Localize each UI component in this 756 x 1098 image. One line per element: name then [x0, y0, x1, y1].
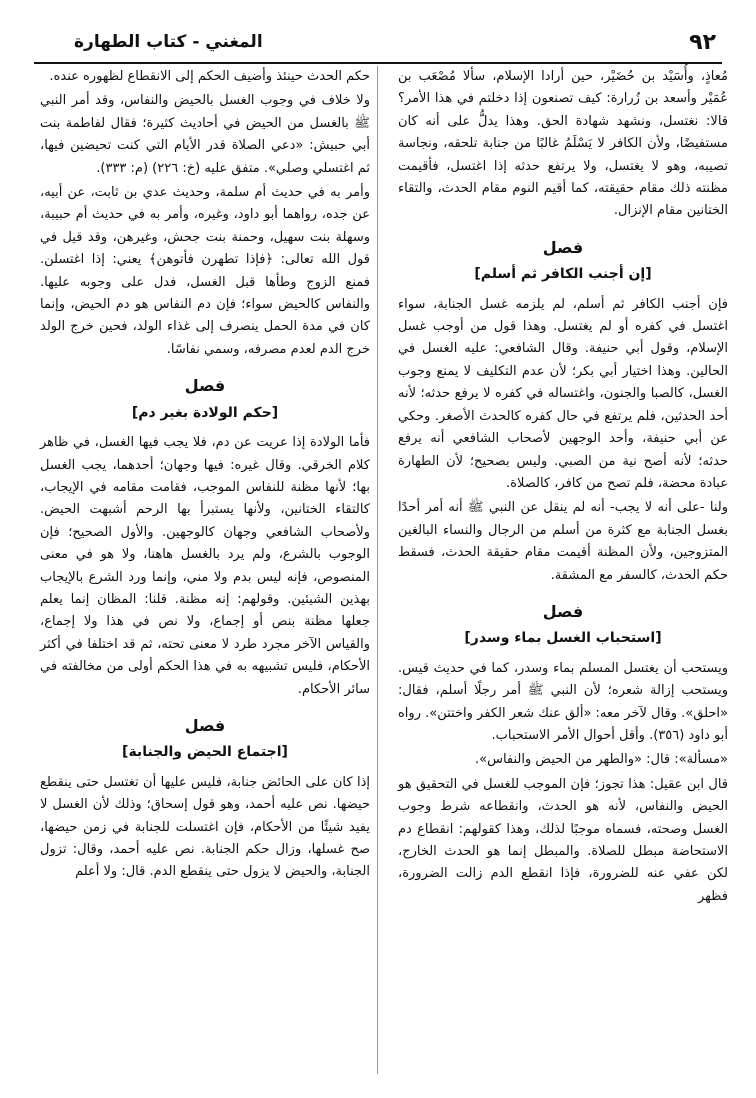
paragraph: فأما الولادة إذا عريت عن دم، فلا يجب فيها الغسل، في ظاهر كلام الخرقي. وقال غيره: فيها وجهان؛ أحدهما، يجب الغسل بها؛ لأنها مظنة للنفاس الموجب، فقامت مقامه في الإيجاب، كالتقاء الختانين، ولأنها يستبرأ بها الرحم أشبهت الحيض. ولأصحاب الشافعي وجهان كالوجهين. والأول الصحيح؛ فإن الوجوب بالشرع، ولم يرد بالغسل هاهنا، ولا هو في معنى المنصوص، فإنه ليس بدم ولا مني، وإنما ورد الشرع بالإيجاب بهذين الشيئين. وقولهم: إنه مظنة. قلنا: المظان إنما يعلم جعلها مظنة بنص أو إجماع، ولا نص في هذا ولا إجماع، والقياس الآخر مجرد طرد لا معنى تحته، ثم قد اختلفا في أكثر الأحكام، فليس تشبيهه به في هذا الحكم أولى من مخالفته في سائر الأحكام. [40, 435, 370, 697]
paragraph: قال ابن عقيل: هذا تجوز؛ فإن الموجب للغسل في التحقيق هو الحيض والنفاس، لأنه هو الحدث، وانقطاعه شرط وجوب الغسل وصحته، فسماه موجبًا لذلك، وهذا كقولهم: انقطاع دم الاستحاضة مبطل للصلاة. والمبطل إنما هو الحدث الخارج، لكن عفي عنه للضرورة، فإذا انقطع الدم زالت الضرورة، فظهر [398, 776, 728, 904]
section-title: [إن أجنب الكافر ثم أسلم] [474, 266, 652, 283]
section-heading: فصل [184, 376, 226, 396]
paragraph: مُعاذٍ، وأُسَيْد بن حُضَيْر، حين أرادا الإسلام، سألا مُصْعَب بن عُمَيْر وأسعد بن زُرارة: كيف تصنعون إذا دخلتم في هذا الأمر؟ قالا: نغتسل، ونشهد شهادة الحق. وهذا يدلُّ على أنه كان مستفيضًا، ولأن الكافر لا يَسْلَمُ غالبًا من جنابة تلحقه، ونجاسة تصيبه، وهو لا يغتسل، ولا يرتفع حدثه إذا اغتسل، فأقيمت مظنته ذلك مقام حقيقته، كما أقيم النوم مقام الحدث، والتقاء الختانين مقام الإنزال. [398, 69, 728, 219]
page-header [34, 28, 722, 64]
paragraph: ولنا -على أنه لا يجب- أنه لم ينقل عن النبي ﷺ أنه أمر أحدًا بغسل الجنابة مع كثرة من أسلم من الرجال والنساء البالغين المتزوجين، ولأن المظنة أقيمت مقام حقيقة الحدث، فسقط حكم الحدث، كالسفر مع المشقة. [398, 500, 728, 583]
running-title: المغني - كتاب الطهارة [74, 32, 263, 52]
paragraph: فإن أجنب الكافر ثم أسلم، لم يلزمه غسل الجنابة، سواء اغتسل في كفره أو لم يغتسل. وهذا قول من أوجب غسل الإسلام، وقول أبي حنيفة. وقال الشافعي: عليه الغسل في الحالين. وهذا اختيار أبي بكر؛ لأن عدم التكليف لا يمنع وجوب الغسل، كالصبا والجنون، واغتساله في كفره لا يرفع حدثه؛ لأنه أحد الحدثين، فلم يرتفع في حال كفره كالحدث الأصغر. وحكي عن أبي حنيفة، وأحد الوجهين لأصحاب الشافعي أنه يرفع حدثه؛ لأنه أصح نية من الصبي. وليس بصحيح؛ لأن الطهارة عبادة محضة، فلم تصح من كافر، كالصلاة. [398, 296, 728, 491]
section-heading: فصل [184, 715, 226, 735]
paragraph: ولا خلاف في وجوب الغسل بالحيض والنفاس، وقد أمر النبي ﷺ بالغسل من الحيض في أحاديث كثيرة؛ فقال لفاطمة بنت أبي حبيش: «دعي الصلاة قدر الأيام التي كنت تحيضين فيها، ثم اغتسلي وصلي». متفق عليه (خ: ٢٢٦) (م: ٣٣٣). [40, 93, 370, 176]
column-divider [377, 66, 378, 1074]
paragraph: «مسألة»: قال: «والطهر من الحيض والنفاس». [475, 752, 728, 768]
section-title: [حكم الولادة بغير دم] [131, 404, 279, 421]
section-title: [اجتماع الحيض والجنابة] [122, 744, 288, 761]
right-column [398, 66, 728, 910]
page-number: ٩٢ [689, 30, 716, 55]
paragraph: حكم الحدث حينئذ وأضيف الحكم إلى الانقطاع لظهوره عنده. [49, 69, 370, 84]
section-title: [استحباب الغسل بماء وسدر] [464, 630, 662, 647]
section-heading: فصل [542, 601, 584, 621]
left-column [40, 66, 370, 886]
paragraph: وأمر به في حديث أم سلمة، وحديث عدي بن ثابت، عن أبيه، عن جده، رواهما أبو داود، وغيره، وأمر به في حديث أم حبيبة، وسهلة بنت سهيل، وحمنة بنت جحش، وغيرهن، وقد قيل في قول الله تعالى: ﴿فإذا تطهرن فأتوهن﴾ يعني: إذا اغتسلن. فمنع الزوج وطأها قبل الغسل، فدل على وجوبه عليها. والنفاس كالحيض سواء؛ فإن دم النفاس هو دم الحيض، وإنما كان في مدة الحمل ينصرف إلى غذاء الولد، فحين خرج الولد خرج الدم لعدم مصرفه، وسمي نفاسًا. [40, 185, 370, 357]
paragraph: ويستحب أن يغتسل المسلم بماء وسدر، كما في حديث قيس. ويستحب إزالة شعره؛ لأن النبي ﷺ أمر رجلًا أسلم، فقال: «احلق». وقال لآخر معه: «ألق عنك شعر الكفر واختتن». رواه أبو داود (٣٥٦). وأقل أحوال الأمر الاستحباب. [398, 660, 728, 743]
section-heading: فصل [542, 237, 584, 257]
paragraph: إذا كان على الحائض جنابة، فليس عليها أن تغتسل حتى ينقطع حيضها. نص عليه أحمد، وهو قول إسحاق؛ وذلك لأن الغسل لا يفيد شيئًا من الأحكام، فإن اغتسلت للجنابة في زمن حيضها، صح غسلها، وزال حكم الجنابة. نص عليه أحمد، وقال: تزول الجنابة، والحيض لا يزول حتى ينقطع الدم. قال: ولا أعلم [40, 774, 370, 880]
